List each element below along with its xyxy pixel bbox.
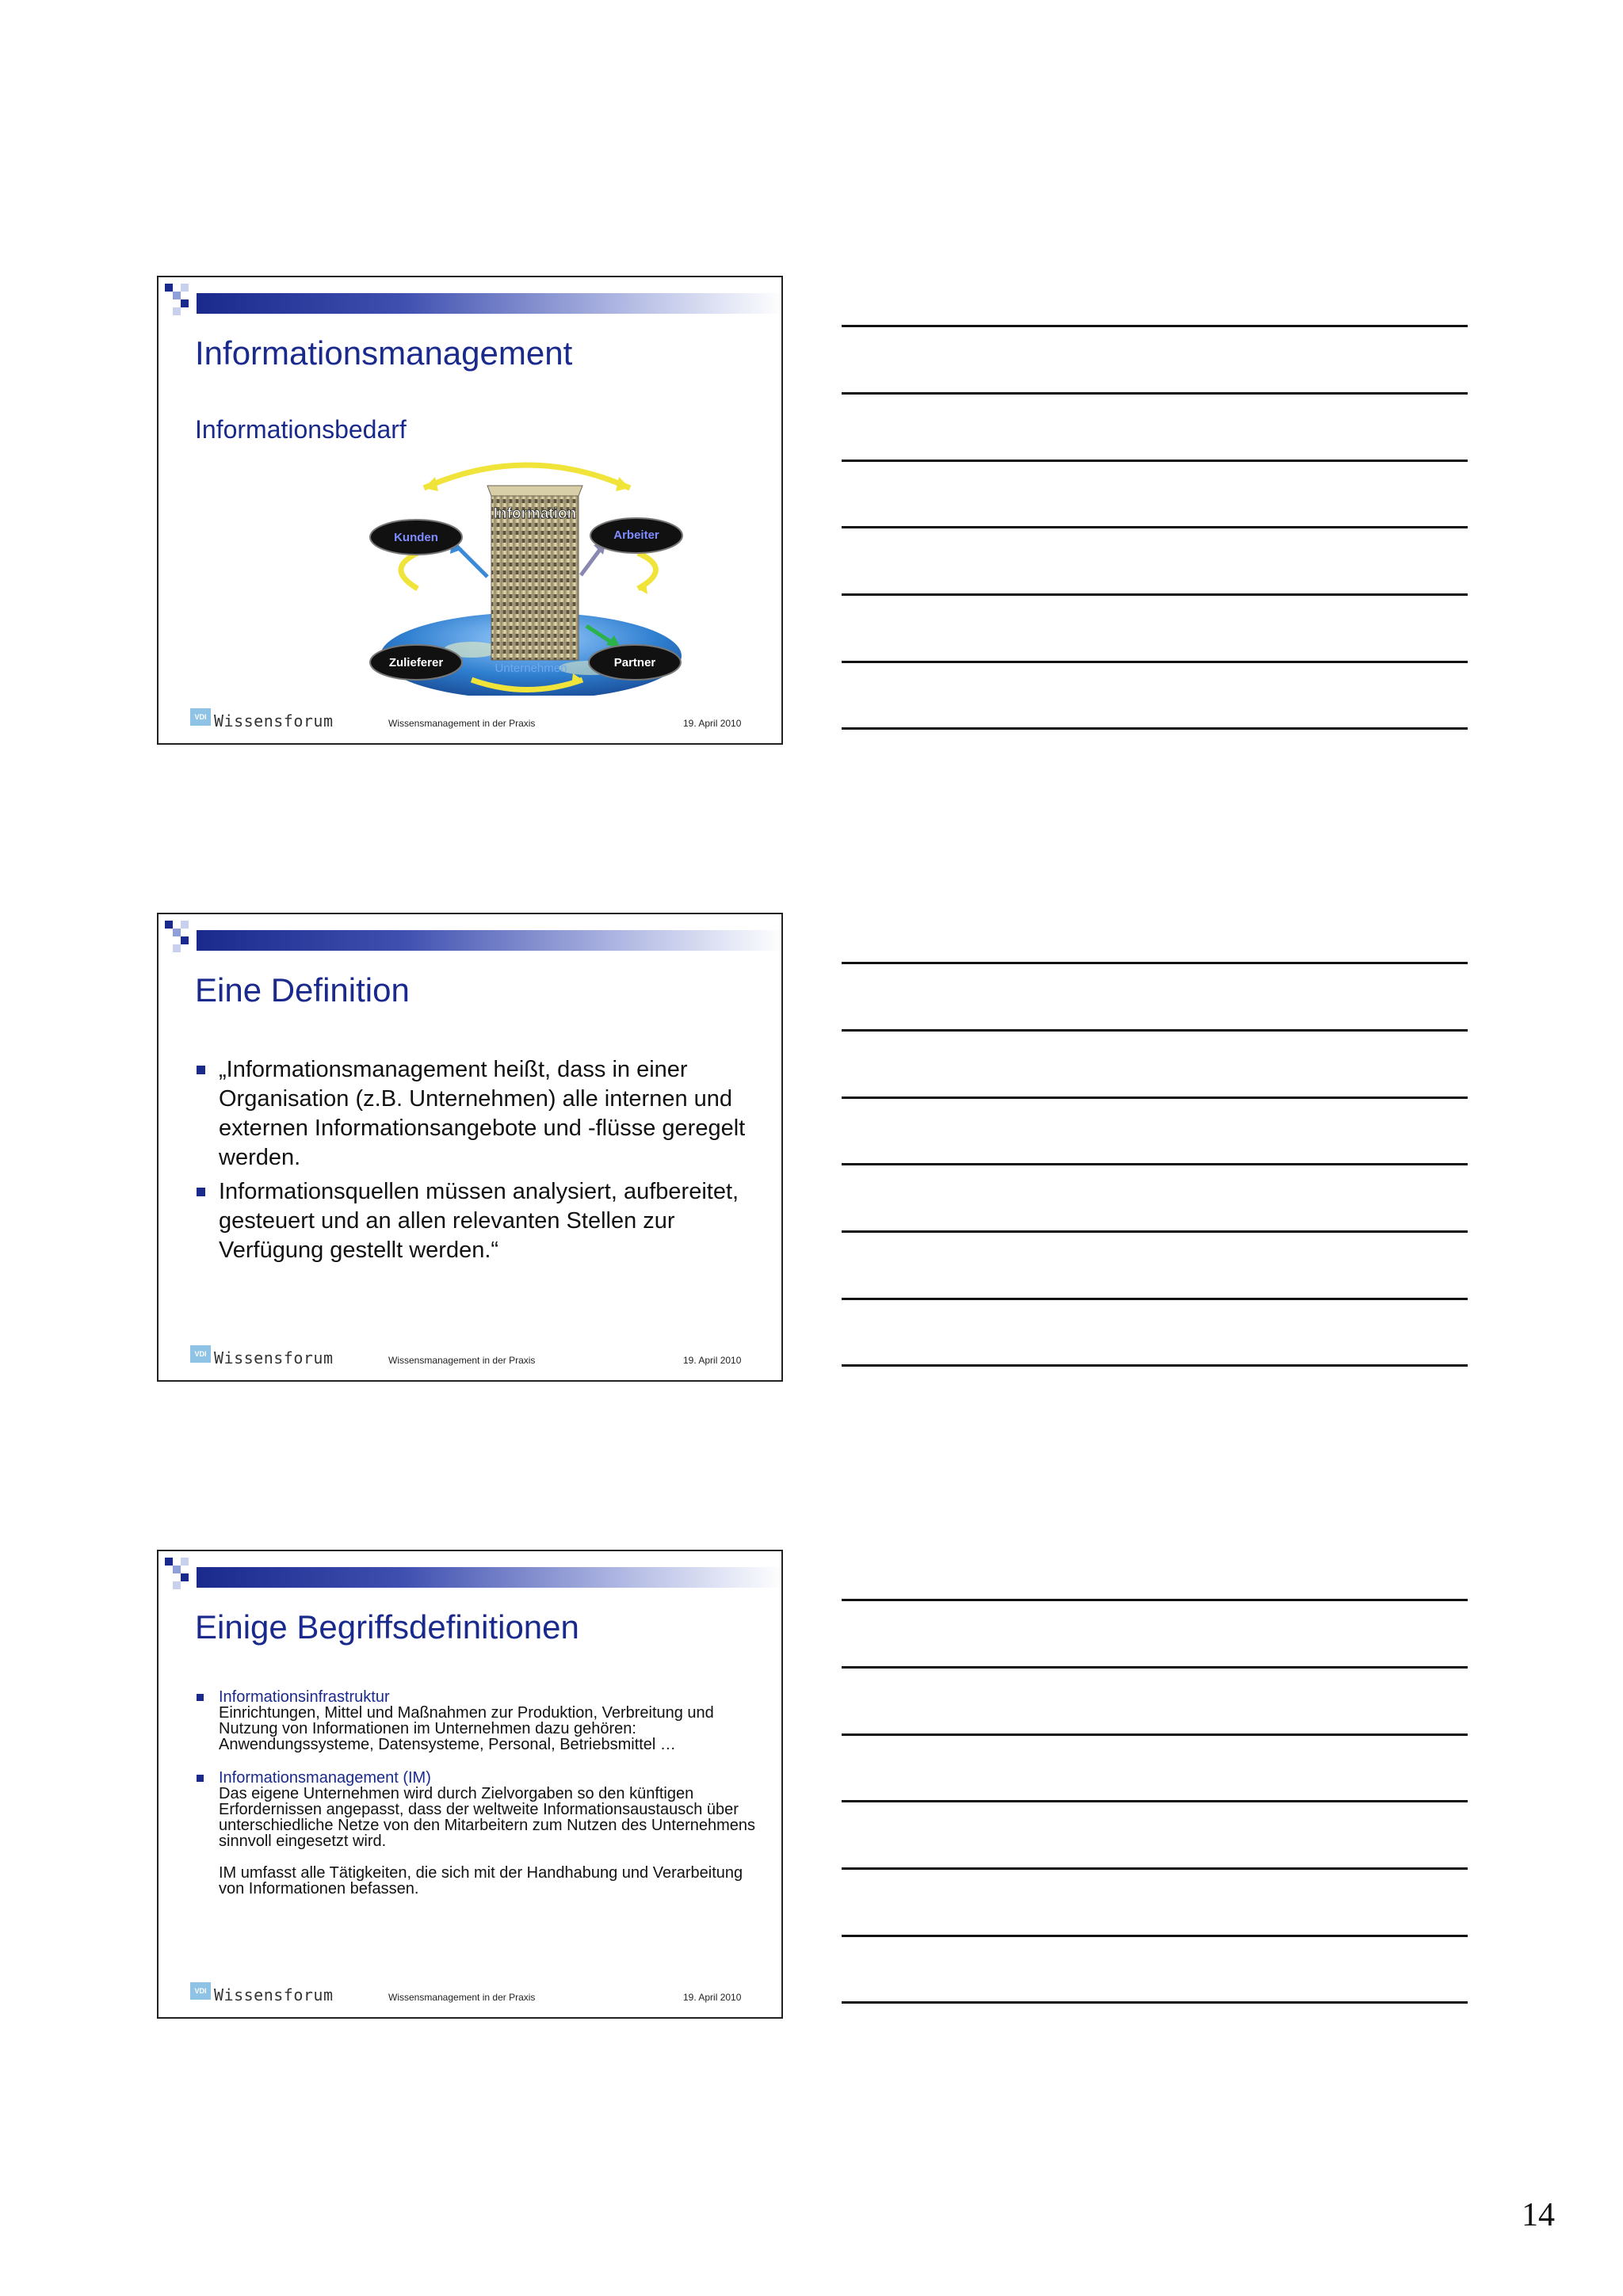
footer-date: 19. April 2010	[683, 718, 742, 729]
bullet-list	[195, 1055, 766, 1270]
note-line	[842, 1364, 1468, 1367]
slide-1	[157, 276, 783, 745]
note-line	[842, 661, 1468, 663]
note-line	[842, 1097, 1468, 1099]
title-bar-gradient	[197, 1567, 783, 1588]
note-line	[842, 1935, 1468, 1937]
definition-text: Das eigene Unternehmen wird durch Zielvorgaben so den künftigen Erfordernissen angepasst, dass der weltweite Informationsaustausch über unterschiedliche Netze von den Mitarbeitern zum Nutzen des Unternehmens sinnvoll eingesetzt wird.	[219, 1785, 756, 1850]
bullet-square-icon	[197, 1066, 205, 1074]
definition-text: Einrichtungen, Mittel und Maßnahmen zur Produktion, Verbreitung und Nutzung von Informationen im Unternehmen dazu gehören: Anwendungssysteme, Datensysteme, Personal, Betriebsmittel …	[219, 1704, 714, 1753]
definition-term: Informationsmanagement (IM)	[219, 1769, 431, 1787]
note-line	[842, 325, 1468, 327]
definition-term: Informationsinfrastruktur	[219, 1688, 390, 1706]
note-line	[842, 962, 1468, 964]
note-line	[842, 392, 1468, 395]
slide-footer	[158, 1348, 781, 1380]
title-bar-gradient	[197, 930, 783, 951]
information-diagram	[369, 442, 685, 696]
footer-date: 19. April 2010	[683, 1992, 742, 2003]
node-label: Arbeiter	[613, 528, 659, 542]
node-label: Zulieferer	[388, 656, 444, 669]
base-label: Unternehmen	[495, 662, 567, 675]
note-line	[842, 526, 1468, 528]
node-label: Partner	[613, 656, 656, 669]
footer-logo: Wissensforum	[214, 1985, 334, 2004]
note-line	[842, 1230, 1468, 1233]
definition-list	[195, 1689, 766, 1914]
note-line	[842, 727, 1468, 730]
list-item	[195, 1770, 766, 1897]
bullet-square-icon	[197, 1188, 205, 1196]
list-item: „Informationsmanagement heißt, dass in einer Organisation (z.B. Unternehmen) alle internen und externen Informationsangebote und -flüsse geregelt werden.	[195, 1055, 766, 1173]
slide-subtitle: Informationsbedarf	[195, 415, 407, 444]
bullet-square-icon	[197, 1775, 204, 1782]
note-line	[842, 1163, 1468, 1165]
slide-title: Einige Begriffsdefinitionen	[195, 1608, 579, 1646]
footer-logo: Wissensforum	[214, 711, 334, 730]
center-label: Information	[493, 505, 577, 522]
node-zulieferer	[370, 645, 462, 680]
slide-footer	[158, 711, 781, 743]
definition-text-extra: IM umfasst alle Tätigkeiten, die sich mit der Handhabung und Verarbeitung von Informationen befassen.	[219, 1864, 743, 1897]
list-item	[195, 1689, 766, 1753]
vdi-logo-badge: VDI	[190, 1982, 211, 2000]
slide-title: Informationsmanagement	[195, 334, 573, 372]
note-line	[842, 2001, 1468, 2004]
vdi-logo-badge: VDI	[190, 1345, 211, 1363]
node-partner	[589, 645, 681, 680]
note-line	[842, 1867, 1468, 1870]
note-line	[842, 1800, 1468, 1802]
footer-event: Wissensmanagement in der Praxis	[388, 718, 536, 729]
footer-logo: Wissensforum	[214, 1348, 334, 1367]
title-bar-gradient	[197, 293, 783, 314]
note-line	[842, 460, 1468, 462]
slide-3	[157, 1550, 783, 2019]
note-line	[842, 593, 1468, 596]
note-line	[842, 1298, 1468, 1300]
note-line	[842, 1029, 1468, 1032]
note-line	[842, 1599, 1468, 1601]
node-kunden	[370, 520, 462, 555]
bullet-square-icon	[197, 1694, 204, 1701]
node-arbeiter	[590, 518, 682, 553]
node-label: Kunden	[394, 531, 438, 544]
footer-event: Wissensmanagement in der Praxis	[388, 1355, 536, 1366]
footer-event: Wissensmanagement in der Praxis	[388, 1992, 536, 2003]
vdi-logo-badge: VDI	[190, 708, 211, 726]
note-line	[842, 1733, 1468, 1736]
footer-date: 19. April 2010	[683, 1355, 742, 1366]
slide-footer	[158, 1985, 781, 2017]
slide-title: Eine Definition	[195, 971, 410, 1009]
list-item: Informationsquellen müssen analysiert, aufbereitet, gesteuert und an allen relevanten Stellen zur Verfügung gestellt werden.“	[195, 1177, 766, 1265]
note-line	[842, 1666, 1468, 1669]
page-number: 14	[1522, 2197, 1555, 2233]
slide-2	[157, 913, 783, 1382]
